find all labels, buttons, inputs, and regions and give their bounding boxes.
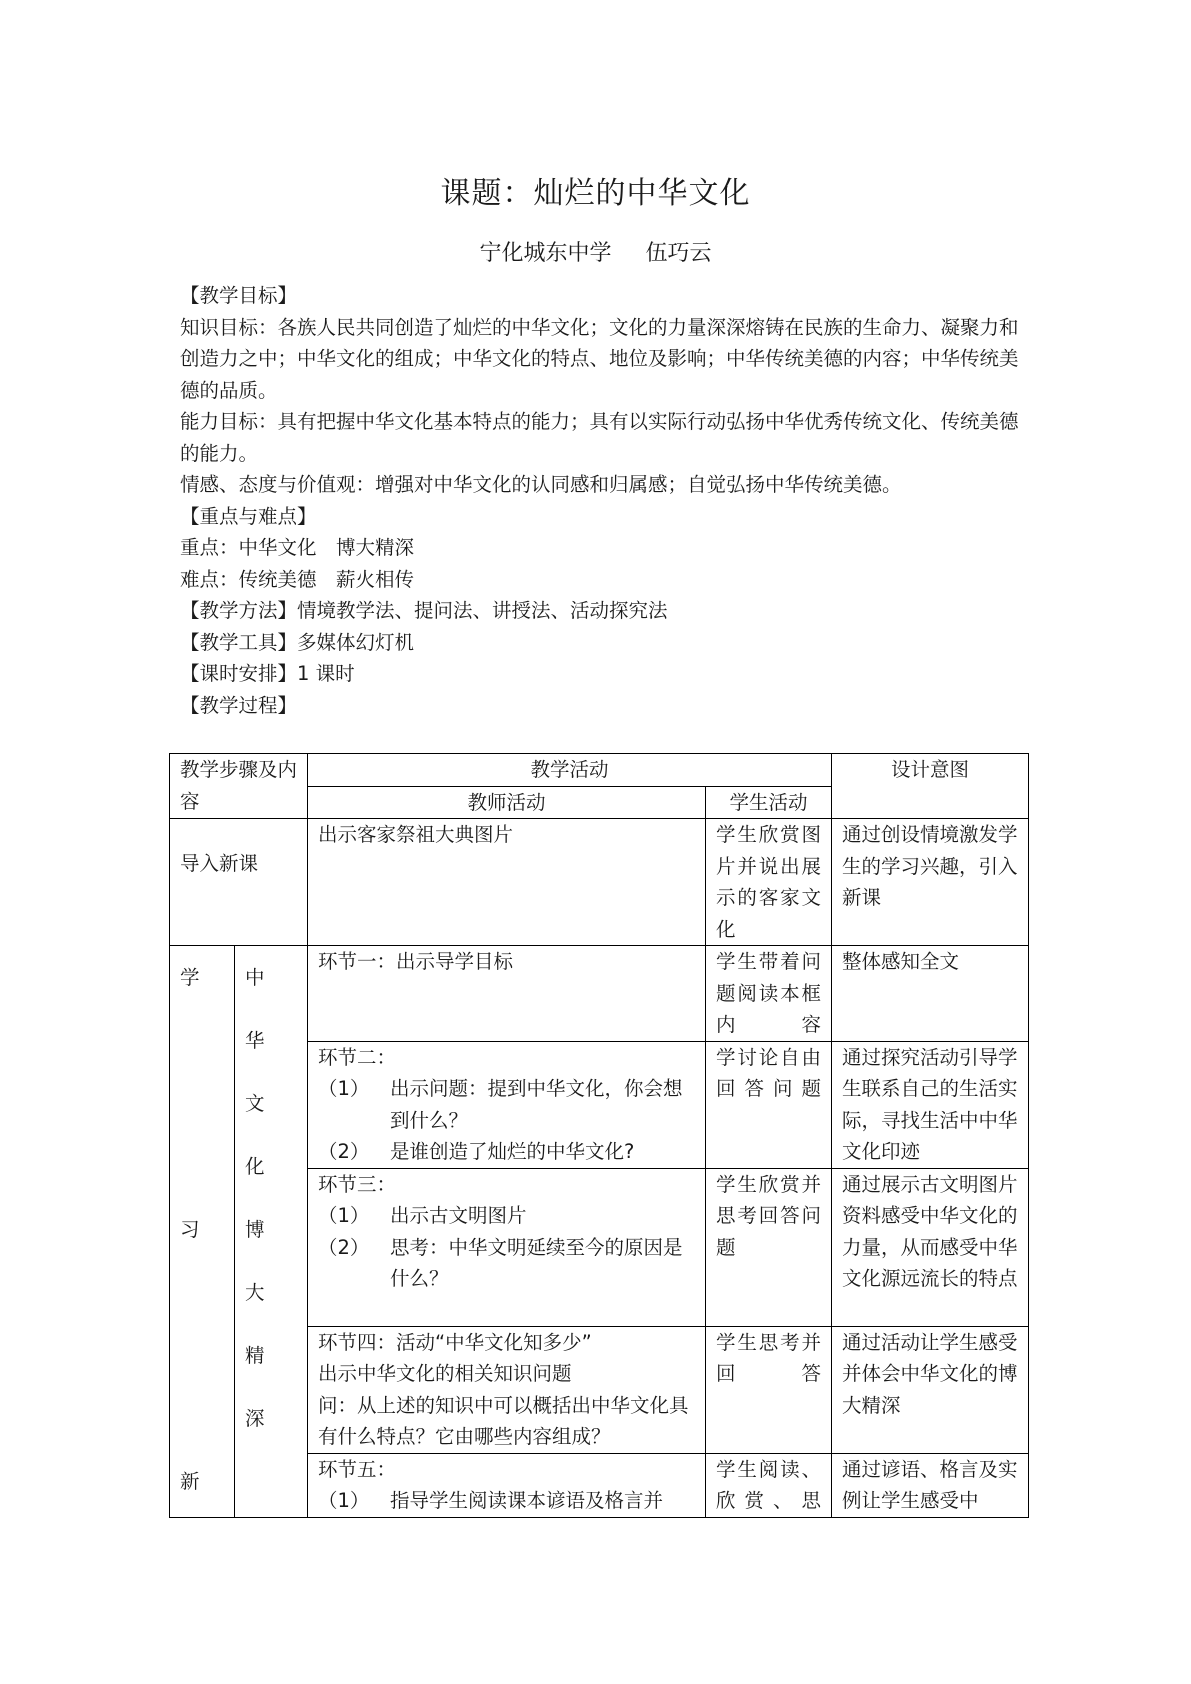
difficulty-point: 难点：传统美德 薪火相传 [180, 567, 415, 591]
key-point: 重点：中华文化 博大精深 [180, 536, 415, 559]
header-teacher: 教师活动 [308, 786, 706, 819]
step5-item-1 [318, 1485, 695, 1517]
step3-item-1-num: （1） [318, 1204, 370, 1227]
header-student: 学生活动 [706, 786, 832, 819]
teaching-method: 【教学方法】情境教学法、提问法、讲授法、活动探究法 [180, 599, 668, 622]
learn-char-3: 新 [180, 1470, 200, 1493]
knowledge-objective: 知识目标：各族人民共同创造了灿烂的中华文化；文化的力量深深熔铸在民族的生命力、凝聚力和创造力之中；中华文化的组成；中华文化的特点、地位及影响；中华传统美德的内容；中华传统美德的品质。 [180, 315, 1019, 402]
intro-design: 通过创设情境激发学生的学习兴趣，引入新课 [832, 819, 1029, 946]
step4-student: 学生思考并回答 [706, 1326, 832, 1453]
step5-item-1-text: 指导学生阅读课本谚语及格言并 [390, 1489, 664, 1512]
intro-teacher: 出示客家祭祖大典图片 [308, 819, 706, 946]
step4-line-1: 环节四：活动“中华文化知多少” [318, 1330, 592, 1354]
topic-char-6: 大 [245, 1281, 265, 1304]
header-activity: 教学活动 [308, 754, 832, 787]
step4-line-2: 出示中华文化的相关知识问题 [318, 1362, 572, 1385]
step2-item-2-num: （2） [318, 1140, 370, 1163]
step2-item-1-text: 出示问题：提到中华文化，你会想到什么？ [390, 1077, 683, 1132]
topic-char-7: 精 [245, 1344, 265, 1367]
step3-title: 环节三： [318, 1172, 397, 1196]
process-header: 【教学过程】 [180, 693, 298, 717]
step2-item-2 [318, 1136, 695, 1168]
topic-char-2: 华 [245, 1029, 265, 1052]
key-points-header: 【重点与难点】 [180, 504, 317, 528]
step4-teacher [308, 1326, 706, 1453]
step5-item-1-num: （1） [318, 1489, 370, 1512]
step5-student: 学生阅读、欣赏、思 [706, 1453, 832, 1517]
step3-item-2-text: 思考：中华文明延续至今的原因是什么？ [390, 1235, 683, 1290]
step3-item-2-num: （2） [318, 1235, 370, 1259]
objectives-header: 【教学目标】 [180, 284, 298, 307]
step1-teacher: 环节一：出示导学目标 [308, 946, 706, 1042]
header-design: 设计意图 [832, 754, 1029, 819]
step2-student: 学讨论自由回答问题 [706, 1041, 832, 1168]
step2-teacher [308, 1041, 706, 1168]
step5-title: 环节五： [318, 1457, 397, 1481]
school-name: 宁化城东中学 [479, 241, 612, 266]
step4-design: 通过活动让学生感受并体会中华文化的博大精深 [832, 1326, 1029, 1453]
topic-char-5: 博 [245, 1218, 265, 1241]
learn-char-1: 学 [180, 966, 200, 989]
header-step: 教学步骤及内容 [170, 754, 308, 819]
learn-char-2: 习 [180, 1218, 200, 1241]
learn-new-cell [170, 946, 235, 1518]
author-name: 伍巧云 [645, 241, 712, 266]
step3-item-2 [318, 1232, 695, 1295]
intro-student: 学生欣赏图片并说出展示的客家文化 [706, 819, 832, 946]
topic-char-4: 化 [245, 1155, 265, 1178]
author-line [0, 236, 1191, 267]
topic-char-1: 中 [245, 966, 265, 989]
topic-cell [235, 946, 308, 1518]
step3-teacher [308, 1168, 706, 1326]
step5-teacher [308, 1453, 706, 1517]
teaching-tools: 【教学工具】多媒体幻灯机 [180, 630, 415, 654]
intro-step [170, 819, 308, 946]
step5-design: 通过谚语、格言及实例让学生感受中 [832, 1453, 1029, 1517]
step2-design: 通过探究活动引导学生联系自己的生活实际，寻找生活中中华文化印迹 [832, 1041, 1029, 1168]
topic-char-8: 深 [245, 1407, 265, 1430]
step2-item-1 [318, 1073, 695, 1136]
step2-item-2-text: 是谁创造了灿烂的中华文化? [390, 1140, 635, 1163]
step3-item-1-text: 出示古文明图片 [390, 1204, 527, 1227]
step4-line-3: 问：从上述的知识中可以概括出中华文化具有什么特点？它由哪些内容组成？ [318, 1393, 689, 1448]
step3-student: 学生欣赏并思考回答问题 [706, 1168, 832, 1326]
step3-item-1 [318, 1200, 695, 1232]
step1-student: 学生带着问题阅读本框内容 [706, 946, 832, 1042]
step1-design: 整体感知全文 [832, 946, 1029, 1042]
emotion-objective: 情感、态度与价值观：增强对中华文化的认同感和归属感；自觉弘扬中华传统美德。 [180, 473, 902, 496]
step3-design: 通过展示古文明图片资料感受中华文化的力量，从而感受中华文化源远流长的特点 [832, 1168, 1029, 1326]
step2-item-1-num: （1） [318, 1077, 370, 1100]
teaching-process-table [169, 753, 1029, 1518]
topic-char-3: 文 [245, 1092, 265, 1115]
ability-objective: 能力目标：具有把握中华文化基本特点的能力；具有以实际行动弘扬中华优秀传统文化、传统美德的能力。 [180, 410, 1019, 465]
class-schedule: 【课时安排】1 课时 [180, 662, 355, 685]
page-title: 课题：灿烂的中华文化 [440, 176, 751, 211]
lesson-plan-body [180, 280, 1020, 721]
intro-step-label: 导入新课 [180, 852, 259, 875]
step2-title: 环节二： [318, 1045, 397, 1069]
